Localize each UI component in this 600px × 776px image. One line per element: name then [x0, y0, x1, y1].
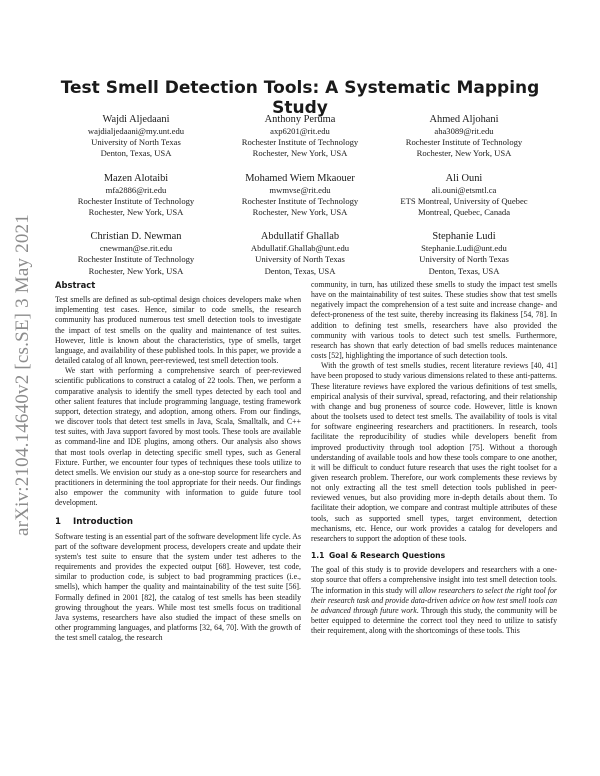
subsection-title: Goal & Research Questions	[329, 551, 446, 561]
author-affiliation: University of North Texas	[419, 254, 509, 265]
subsection-number: 1.1	[311, 551, 325, 561]
author-location: Denton, Texas, USA	[264, 265, 336, 276]
author-block	[382, 230, 546, 277]
author-block	[218, 113, 382, 160]
author-affiliation: Rochester Institute of Technology	[405, 137, 523, 148]
introduction-paragraph-2: community, in turn, has utilized these smells to study the impact test smells have on the maintainability of test suites. These studies show that test smells negatively impact the comprehension of a test suite and increase change- and defect-proneness of the test suite, thereby increasing its flakiness [54, 78]. In addition to defining test smells, researchers have also provided the community with various tools to detect such test smells. Furthermore, research has shown that early detection of bad smells reduces maintenance costs [52], highlighting the importance of such detection tools.	[311, 280, 557, 361]
introduction-paragraph-3: With the growth of test smells studies, recent literature reviews [40, 41] have been proposed to study various dimensions related to these anti-patterns. These literature reviews have explored the various definitions of test smells, empirical analysis of their survival, spread, refactoring, and their relationship with change and bug proneness of source code. However, little is known about the toolsets used to detect test smells. The availability of tools is vital for software engineering researchers and practitioners. In research, tools facilitate the reproducibility of studies while developers benefit from improved productivity through tool adoption [75]. Without a thorough understanding of available tools and how these tools compare to one another, it will be difficult to conduct future research that uses the right toolset for a given research problem. Therefore, our work complements these reviews by not only extracting all the test smell detection tools published in peer-reviewed venues, but also providing more in-depth details about them. To facilitate their adoption, we compare and contrast multiple attributes of these tools, such as supported smell types, target environment, detection mechanisms, etc. Hence, our work provides a catalog for developers and researchers to support the adoption of these tools.	[311, 361, 557, 543]
author-email: wajdialjedaani@my.unt.edu	[87, 126, 185, 136]
author-name: Mazen Alotaibi	[103, 172, 169, 184]
arxiv-stamp: arXiv:2104.14640v2 [cs.SE] 3 May 2021	[12, 214, 33, 536]
author-name: Ali Ouni	[445, 172, 483, 184]
author-location: Rochester, New York, USA	[88, 207, 184, 218]
author-block	[54, 172, 218, 219]
author-affiliation: Rochester Institute of Technology	[241, 195, 359, 206]
author-email: ali.ouni@etsmtl.ca	[431, 184, 497, 195]
author-email: aha3089@rit.edu	[434, 126, 494, 136]
abstract-paragraph-2: We start with performing a comprehensive search of peer-reviewed scientific publications to construct a catalog of 22 tools. Then, we perform a comparative analysis to identify the smell types detected by each tool and other salient features that include programming language, testing framework support, detection strategy, and adoption, among others. From our findings, we discover tools that detect test smells in Java, Scala, Smalltalk, and C++ test suites, with Java support favored by most tools. These tools are available as command-line and IDE plugins, among others. Our analysis also shows that most tools overlap in detecting specific smell types, such as General Fixture. Further, we encounter four types of techniques these tools utilize to detect smells. We envision our study as a one-stop source for researchers and practitioners in determining the tool appropriate for their needs. Our findings also empower the community with information to guide future tool development.	[55, 366, 301, 508]
author-location: Montreal, Quebec, Canada	[417, 207, 511, 218]
goal-text-start: The goal of this study is to provide developers and researchers with a one-stop source that offers a comprehensive insight into test smell detection tools. The information in this study will	[311, 565, 557, 595]
author-email: axp6201@rit.edu	[270, 126, 330, 136]
author-location: Denton, Texas, USA	[428, 265, 500, 276]
right-column	[311, 280, 557, 636]
author-block	[54, 230, 218, 277]
author-grid	[54, 113, 546, 277]
author-block	[218, 230, 382, 277]
left-column	[55, 280, 301, 643]
author-affiliation: Rochester Institute of Technology	[77, 254, 195, 265]
author-block	[382, 113, 546, 160]
goal-paragraph	[311, 565, 557, 636]
author-location: Rochester, New York, USA	[252, 207, 348, 218]
author-location: Rochester, New York, USA	[88, 265, 184, 276]
author-name: Wajdi Aljedaani	[102, 114, 170, 125]
goal-text-end: . Through this study, the community will be better equipped to determine the correct tool they need to utilize to satisfy their requirement, along with the shortcomings of these tools. This	[311, 605, 557, 636]
abstract-heading: Abstract	[55, 280, 96, 290]
author-email: mfa2886@rit.edu	[105, 184, 167, 195]
author-name: Stephanie Ludi	[432, 231, 496, 243]
paper-title: Test Smell Detection Tools: A Systematic Mapping Study	[60, 78, 540, 118]
author-name: Christian D. Newman	[90, 231, 182, 243]
author-email: Stephanie.Ludi@unt.edu	[421, 243, 507, 254]
section-number: 1	[55, 517, 61, 528]
introduction-paragraph-1: Software testing is an essential part of the software development life cycle. As part of the software development process, developers create and update their system's test suite to ensure that the system under test adheres to the requirements and provides the expected output [68]. However, test code, similar to production code, is subject to bad programming practices (i.e., smells), which hamper the quality and maintainability of the test suite [56]. Formally defined in 2001 [82], the catalog of test smells has been steadily growing throughout the years. While most test smells focus on traditional Java systems, researchers have also studied the impact of these smells on other programming languages, and platforms [32, 64, 70]. With the growth of the test smell catalog, the research	[55, 531, 301, 643]
author-location: Rochester, New York, USA	[252, 148, 348, 159]
author-name: Anthony Peruma	[264, 114, 336, 125]
author-block	[54, 113, 218, 160]
author-affiliation: University of North Texas	[255, 254, 345, 265]
author-affiliation: University of North Texas	[91, 137, 181, 148]
author-name: Mohamed Wiem Mkaouer	[245, 172, 355, 184]
author-email: mwmvse@rit.edu	[269, 184, 331, 195]
introduction-heading	[55, 517, 301, 527]
section-title: Introduction	[73, 517, 134, 528]
goal-text-emphasis: allow researchers to select the right tool for their research task and provide data-driven advice on how test smell tools can be advanced through future work	[311, 585, 557, 615]
author-location: Rochester, New York, USA	[416, 148, 512, 159]
abstract-paragraph-1: Test smells are defined as sub-optimal design choices developers make when implementing test cases. Hence, similar to code smells, the research community has produced numerous test smell detection tools to investigate the impact of test smells on the quality and maintenance of test suites. However, little is known about the characteristics, type of smells, target language, and availability of these published tools. In this paper, we provide a detailed catalog of all known, peer-reviewed, test smell detection tools.	[55, 295, 301, 366]
author-block	[382, 172, 546, 219]
author-affiliation: ETS Montreal, University of Quebec	[400, 195, 528, 206]
author-name: Ahmed Aljohani	[429, 114, 499, 125]
author-email: Abdullatif.Ghallab@unt.edu	[250, 243, 350, 254]
author-location: Denton, Texas, USA	[100, 148, 172, 159]
author-block	[218, 172, 382, 219]
goal-heading	[311, 551, 557, 561]
author-affiliation: Rochester Institute of Technology	[77, 195, 195, 206]
author-email: cnewman@se.rit.edu	[99, 243, 173, 254]
author-affiliation: Rochester Institute of Technology	[241, 137, 359, 148]
author-name: Abdullatif Ghallab	[260, 231, 340, 243]
